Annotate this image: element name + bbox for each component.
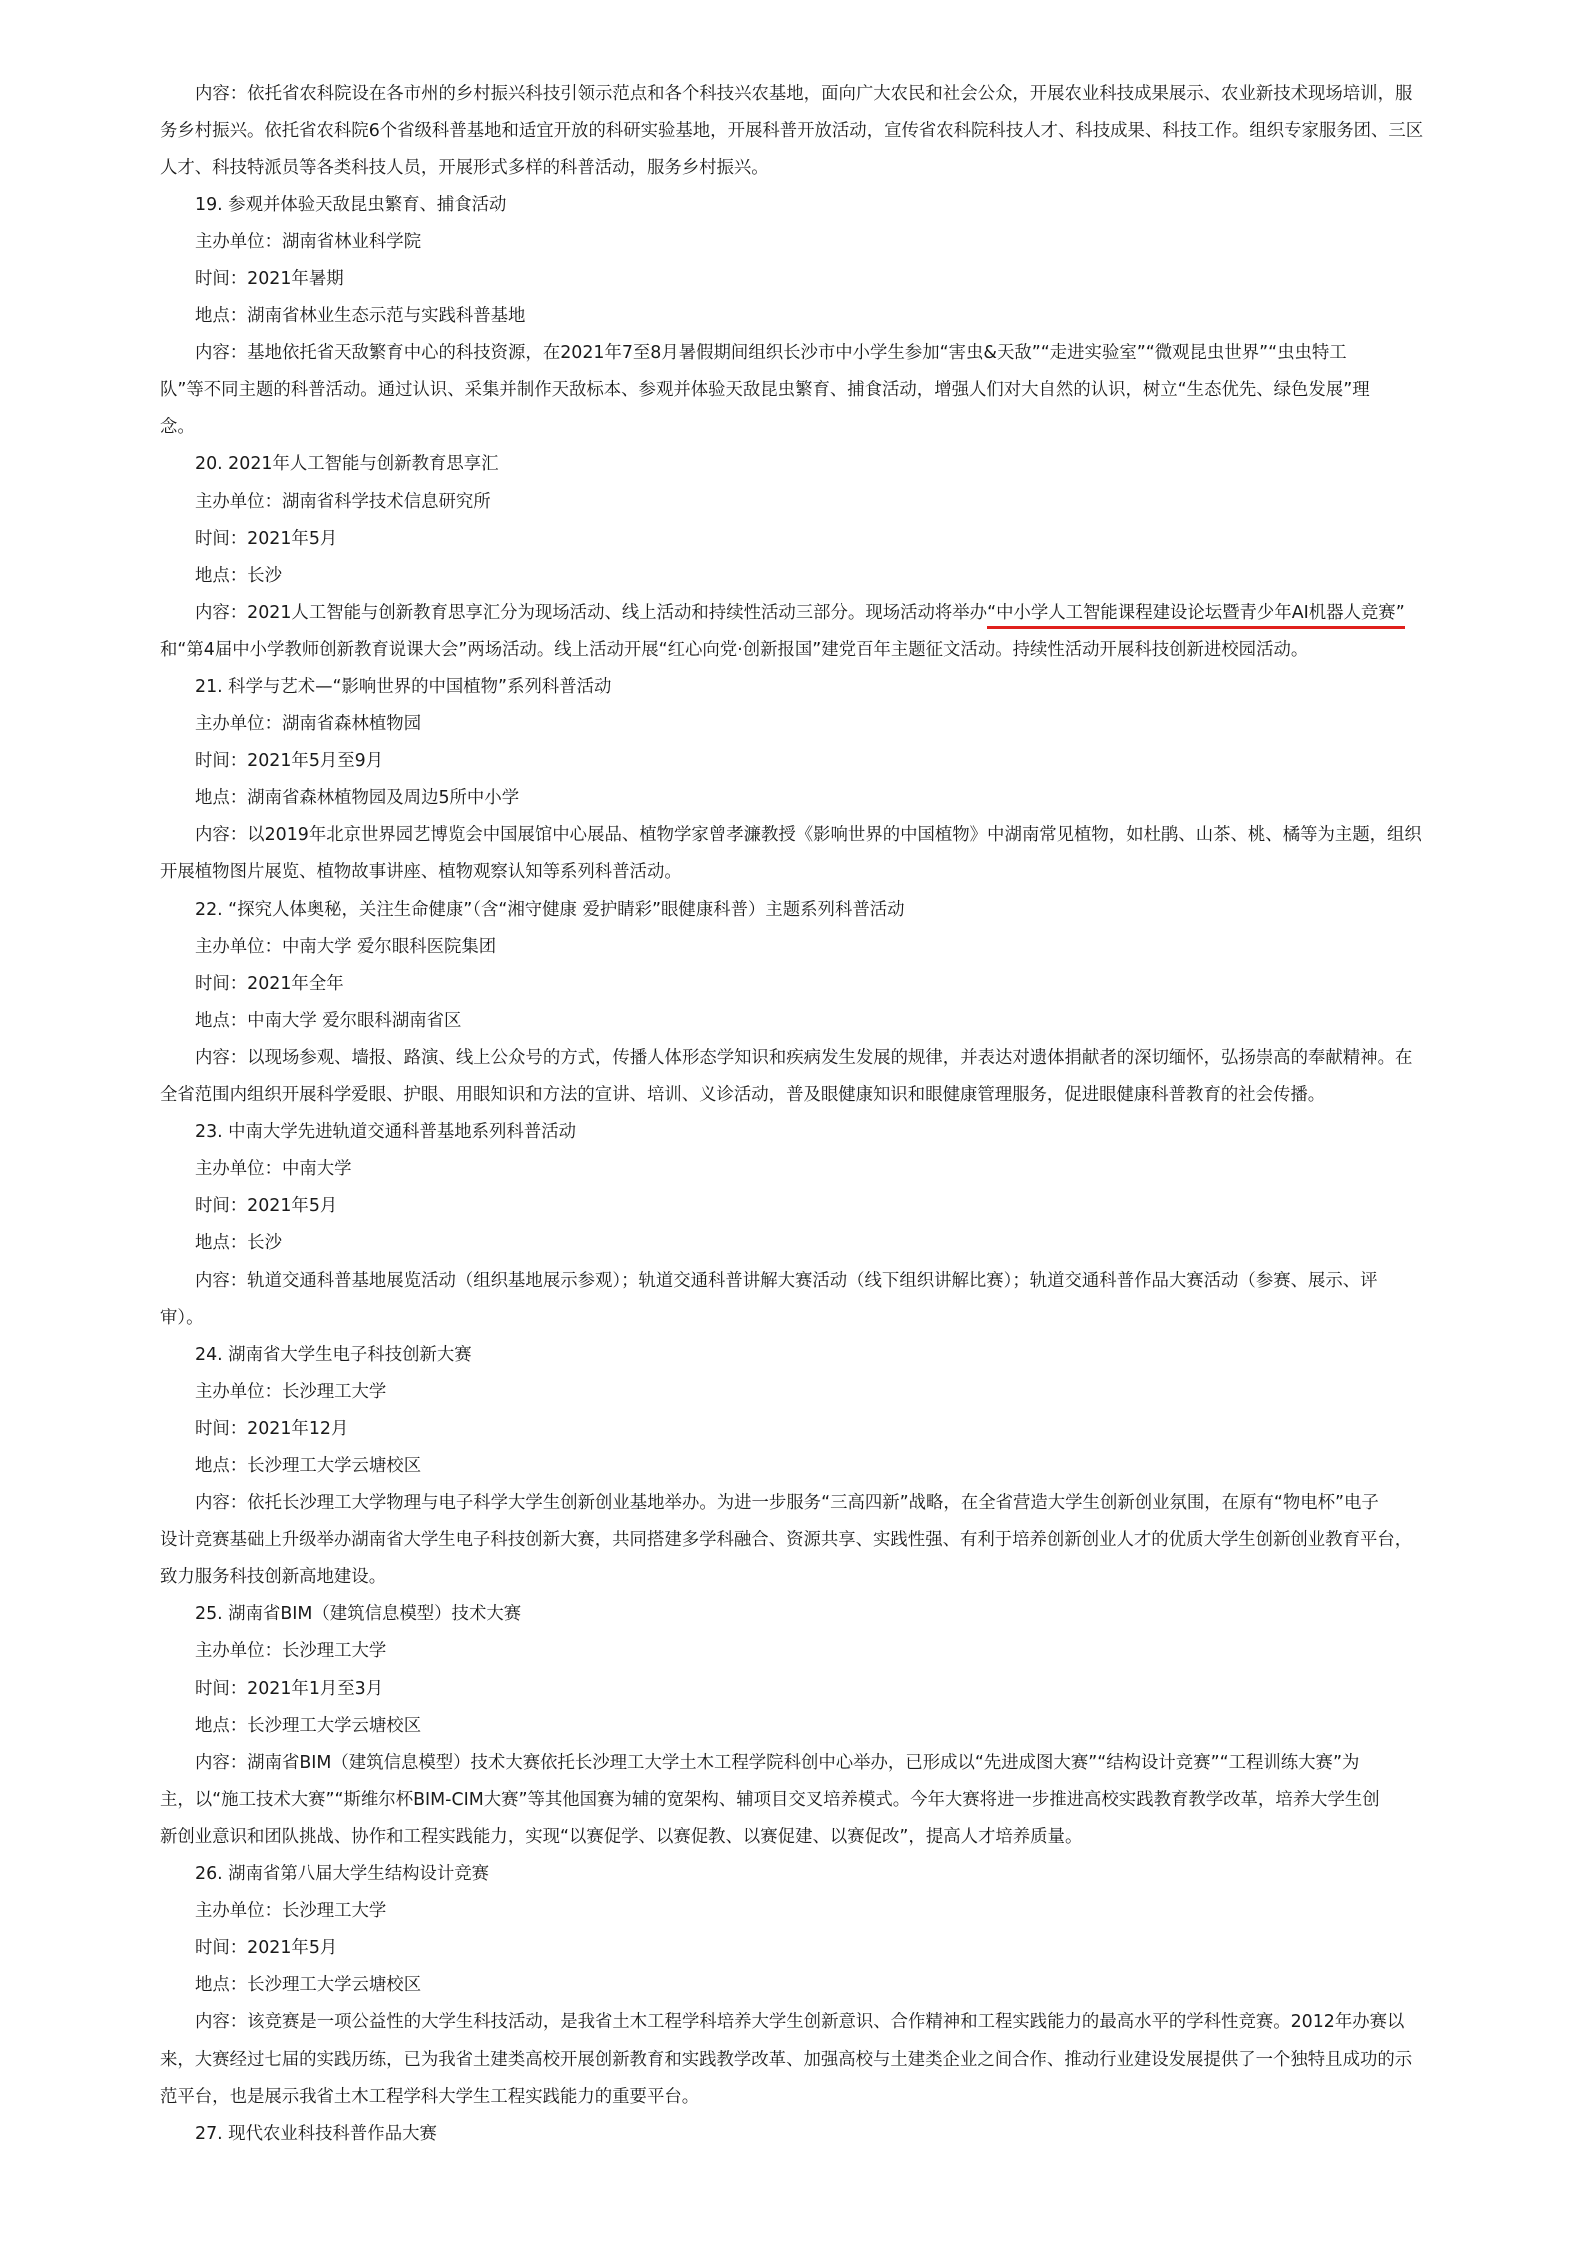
text-line: 内容：基地依托省天敌繁育中心的科技资源，在2021年7至8月暑假期间组织长沙市中小学生参加“害虫&天敌”“走进实验室”“微观昆虫世界”“虫虫特工 (195, 343, 1347, 363)
text-line: 主办单位：中南大学 (195, 1159, 352, 1179)
text-line: 时间：2021年全年 (195, 974, 344, 994)
text-line: 内容：以2019年北京世界园艺博览会中国展馆中心展品、植物学家曾孝濂教授《影响世界的中国植物》中湖南常见植物，如杜鹃、山茶、桃、橘等为主题，组织 (195, 825, 1422, 845)
text-line: 主办单位：长沙理工大学 (195, 1901, 387, 1921)
text-line: 时间：2021年5月 (195, 529, 338, 549)
text-line: 地点：湖南省森林植物园及周边5所中小学 (195, 788, 520, 808)
text-line: 内容：依托省农科院设在各市州的乡村振兴科技引领示范点和各个科技兴农基地，面向广大农民和社会公众，开展农业科技成果展示、农业新技术现场培训，服 (195, 84, 1413, 104)
text-line: 主办单位：长沙理工大学 (195, 1641, 387, 1661)
text-line: 地点：长沙 (195, 1233, 282, 1253)
text-line: 开展植物图片展览、植物故事讲座、植物观察认知等系列科普活动。 (160, 862, 682, 882)
text-line: 人才、科技特派员等各类科技人员，开展形式多样的科普活动，服务乡村振兴。 (160, 158, 769, 178)
text-line: 地点：长沙理工大学云塘校区 (195, 1456, 422, 1476)
red-underline (987, 626, 1405, 629)
section-heading: 23. 中南大学先进轨道交通科普基地系列科普活动 (195, 1122, 576, 1142)
text-line: 时间：2021年5月至9月 (195, 751, 384, 771)
text-line: 来，大赛经过七届的实践历练，已为我省土建类高校开展创新教育和实践教学改革、加强高校与土建类企业之间合作、推动行业建设发展提供了一个独特且成功的示 (160, 2050, 1413, 2070)
text-line: 审）。 (160, 1308, 204, 1328)
text-line: 内容：轨道交通科普基地展览活动（组织基地展示参观）；轨道交通科普讲解大赛活动（线下组织讲解比赛）；轨道交通科普作品大赛活动（参赛、展示、评 (195, 1271, 1378, 1291)
text-line: 内容：依托长沙理工大学物理与电子科学大学生创新创业基地举办。为进一步服务“三高四新”战略，在全省营造大学生创新创业氛围，在原有“物电杯”电子 (195, 1493, 1379, 1513)
text-line: 主办单位：湖南省森林植物园 (195, 714, 422, 734)
section-heading: 21. 科学与艺术—“影响世界的中国植物”系列科普活动 (195, 677, 612, 697)
text-line: 内容：以现场参观、墙报、路演、线上公众号的方式，传播人体形态学知识和疾病发生发展的规律，并表达对遗体捐献者的深切缅怀，弘扬崇高的奉献精神。在 (195, 1048, 1413, 1068)
text-line: 时间：2021年12月 (195, 1419, 349, 1439)
text-line: 务乡村振兴。依托省农科院6个省级科普基地和适宜开放的科研实验基地，开展科普开放活动，宣传省农科院科技人才、科技成果、科技工作。组织专家服务团、三区 (160, 121, 1424, 141)
text-line: 主办单位：长沙理工大学 (195, 1382, 387, 1402)
text-line: 内容：湖南省BIM（建筑信息模型）技术大赛依托长沙理工大学土木工程学院科创中心举办，已形成以“先进成图大赛”“结构设计竞赛”“工程训练大赛”为 (195, 1753, 1360, 1773)
text-line: 时间：2021年暑期 (195, 269, 344, 289)
text-line: 主办单位：湖南省林业科学院 (195, 232, 422, 252)
highlighted-text: “中小学人工智能课程建设论坛暨青少年AI机器人竞赛” (987, 603, 1405, 623)
section-heading: 24. 湖南省大学生电子科技创新大赛 (195, 1345, 472, 1365)
text-line: 念。 (160, 417, 195, 437)
section-heading: 22. “探究人体奥秘，关注生命健康”（含“湘守健康 爱护睛彩”眼健康科普）主题系列科普活动 (195, 900, 905, 920)
section-heading: 25. 湖南省BIM（建筑信息模型）技术大赛 (195, 1604, 522, 1624)
text-line: 全省范围内组织开展科学爱眼、护眼、用眼知识和方法的宣讲、培训、义诊活动，普及眼健康知识和眼健康管理服务，促进眼健康科普教育的社会传播。 (160, 1085, 1326, 1105)
section-heading: 20. 2021年人工智能与创新教育思享汇 (195, 454, 499, 474)
text-line: 范平台，也是展示我省土木工程学科大学生工程实践能力的重要平台。 (160, 2087, 700, 2107)
text-line: 主办单位：中南大学 爱尔眼科医院集团 (195, 937, 497, 957)
text-line: 时间：2021年5月 (195, 1196, 338, 1216)
text-line: 设计竞赛基础上升级举办湖南省大学生电子科技创新大赛，共同搭建多学科融合、资源共享、实践性强、有利于培养创新创业人才的优质大学生创新创业教育平台， (160, 1530, 1413, 1550)
text-line: 主办单位：湖南省科学技术信息研究所 (195, 492, 491, 512)
text-line: 致力服务科技创新高地建设。 (160, 1567, 387, 1587)
underlined-highlight (987, 603, 1405, 623)
text-line: 队”等不同主题的科普活动。通过认识、采集并制作天敌标本、参观并体验天敌昆虫繁育、捕食活动，增强人们对大自然的认识，树立“生态优先、绿色发展”理 (160, 380, 1370, 400)
section-heading: 26. 湖南省第八届大学生结构设计竞赛 (195, 1864, 490, 1884)
text-line: 地点：长沙理工大学云塘校区 (195, 1975, 422, 1995)
text-line: 地点：长沙 (195, 566, 282, 586)
text-line: 地点：湖南省林业生态示范与实践科普基地 (195, 306, 526, 326)
text-line: 和“第4届中小学教师创新教育说课大会”两场活动。线上活动开展“红心向党·创新报国”建党百年主题征文活动。持续性活动开展科技创新进校园活动。 (160, 640, 1309, 660)
text-line: 主，以“施工技术大赛”“斯维尔杯BIM-CIM大赛”等其他国赛为辅的宽架构、辅项目交叉培养模式。今年大赛将进一步推进高校实践教育教学改革，培养大学生创 (160, 1790, 1380, 1810)
text-segment: 内容：2021人工智能与创新教育思享汇分为现场活动、线上活动和持续性活动三部分。现场活动将举办 (195, 603, 988, 623)
text-line: 地点：长沙理工大学云塘校区 (195, 1716, 422, 1736)
text-line: 新创业意识和团队挑战、协作和工程实践能力，实现“以赛促学、以赛促教、以赛促建、以赛促改”，提高人才培养质量。 (160, 1827, 1083, 1847)
section-heading: 27. 现代农业科技科普作品大赛 (195, 2124, 437, 2144)
text-line: 时间：2021年1月至3月 (195, 1679, 384, 1699)
text-line: 地点：中南大学 爱尔眼科湖南省区 (195, 1011, 462, 1031)
text-line (195, 601, 1505, 625)
text-line: 内容：该竞赛是一项公益性的大学生科技活动，是我省土木工程学科培养大学生创新意识、合作精神和工程实践能力的最高水平的学科性竞赛。2012年办赛以 (195, 2012, 1405, 2032)
text-line: 时间：2021年5月 (195, 1938, 338, 1958)
section-heading: 19. 参观并体验天敌昆虫繁育、捕食活动 (195, 195, 507, 215)
